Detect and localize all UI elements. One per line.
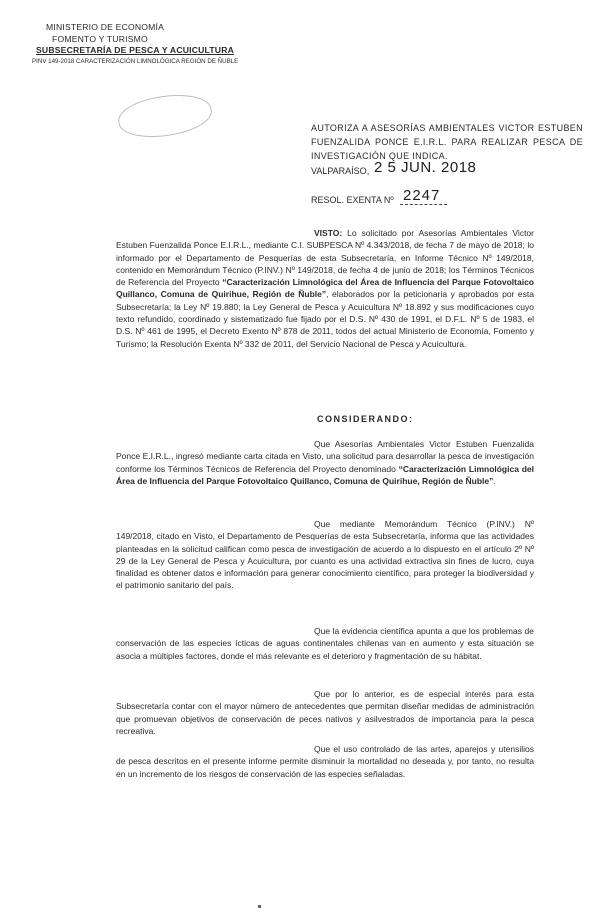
p1-text-2: . [493, 475, 496, 486]
visto-label: VISTO: [314, 228, 343, 238]
considerando-paragraph-2 [116, 518, 534, 592]
p1-project-title: “Caracterización Limnológica del Área de Influencia del Parque Fotovoltaico Quillanco, Comuna de Quirihue, Región de Ñuble” [116, 463, 534, 486]
stamped-date: 2 5 JUN. 2018 [374, 159, 477, 176]
resolution-number-underline [400, 204, 447, 205]
considerando-paragraph-5 [116, 743, 534, 780]
p4-text: Que por lo anterior, es de especial interés para esta Subsecretaría contar con el mayor número de antecedentes que permitan diseñar medidas de administración que promuevan objetivos de conservación de peces nativos y asilvestrados de importancia para la pesca recreativa. [116, 689, 534, 736]
considerando-paragraph-3 [116, 625, 534, 662]
page-mark [258, 905, 261, 908]
project-title: “Caracterización Limnológica del Área de Influencia del Parque Fotovoltaico Quillanco, Comuna de Quirihue, Región de Ñuble” [116, 277, 534, 300]
faded-stamp [116, 90, 215, 143]
subsecretaria-name: SUBSECRETARÍA DE PESCA Y ACUICULTURA [36, 45, 235, 55]
p1-text-1: Que Asesorías Ambientales Victor Estuben Fuenzalida Ponce E.I.R.L., ingresó mediante carta citada en Visto, una solicitud para desarrollar la pesca de investigación conforme los Términos Técnicos de Referencia del Proyecto denominado [116, 439, 534, 474]
visto-paragraph [116, 227, 534, 350]
reference-code: PINV 149-2018 CARACTERIZACIÓN LIMNOLÓGICA REGIÓN DE ÑUBLE [32, 57, 239, 65]
letterhead [32, 22, 282, 66]
resolution-label: RESOL. EXENTA Nº [311, 195, 394, 205]
visto-text-1: Lo solicitado por Asesorías Ambientales Victor Estuben Fuenzalida Ponce E.I.R.L., mediante C.I. SUBPESCA Nº 4.343/2018, de fecha 7 de mayo de 2018; lo informado por el Departamento de Pesquerías de esta Subsecretaría, en Informe Técnico Nº 149/2018, contenido en Memorándum Técnico (P.INV.) Nº 149/2018, de fecha 4 de junio de 2018; los Términos Técnicos de Referencia del Proyecto [116, 228, 534, 288]
p2-text: Que mediante Memorándum Técnico (P.INV.) Nº 149/2018, citado en Visto, el Departamento de Pesquerías de esta Subsecretaría, informa que las actividades planteadas en la solicitud califican como pesca de investigación de acuerdo a lo dispuesto en el artículo 2º Nº 29 de la Ley General de Pesca y Acuicultura, por cuanto es una actividad extractiva sin fines de lucro, cuya finalidad es obtener datos e información para generar conocimiento científico, para proteger la biodiversidad y el patrimonio sanitario del país. [116, 519, 534, 591]
p5-text: Que el uso controlado de las artes, aparejos y utensilios de pesca descritos en el presente informe permite disminuir la mortalidad no deseada y, por tanto, no resulta en un incremento de los riesgos de conservación de las especies señaladas. [116, 744, 534, 779]
visto-text-2: , elaborados por la peticionaria y aprobados por esta Subsecretaría; la Ley Nº 19.880; la Ley General de Pesca y Acuicultura Nº 18.892 y sus modificaciones cuyo texto refundido, coordinado y sistematizado fue fijado por el D.S. Nº 430 de 1991, el D.F.L. Nº 5 de 1983, el D.S. Nº 461 de 1995, el Decreto Exento Nº 878 de 2011, todos del actual Ministerio de Economía, Fomento y Turismo; la Resolución Exenta Nº 332 de 2011, del Servicio Nacional de Pesca y Acuicultura. [116, 289, 534, 349]
ministry-name-line2: FOMENTO Y TURISMO [52, 33, 148, 44]
considerando-paragraph-1 [116, 438, 534, 487]
resolution-summary: AUTORIZA A ASESORÍAS AMBIENTALES VICTOR ESTUBEN FUENZALIDA PONCE E.I.R.L. PARA REALIZAR PESCA DE INVESTIGACIÓN QUE INDICA. [311, 123, 583, 161]
place-label: VALPARAÍSO, [311, 166, 370, 176]
ministry-name: MINISTERIO DE ECONOMÍA [46, 22, 165, 32]
resolution-number: 2247 [403, 187, 441, 204]
p3-text: Que la evidencia científica apunta a que los problemas de conservación de las especies ícticas de aguas continentales chilenas van en aumento y esta situación se asocia a múltiples factores, donde el más relevante es el deterioro y fragmentación de su hábitat. [116, 626, 534, 661]
considerando-heading: CONSIDERANDO: [317, 414, 414, 424]
considerando-paragraph-4 [116, 688, 534, 737]
